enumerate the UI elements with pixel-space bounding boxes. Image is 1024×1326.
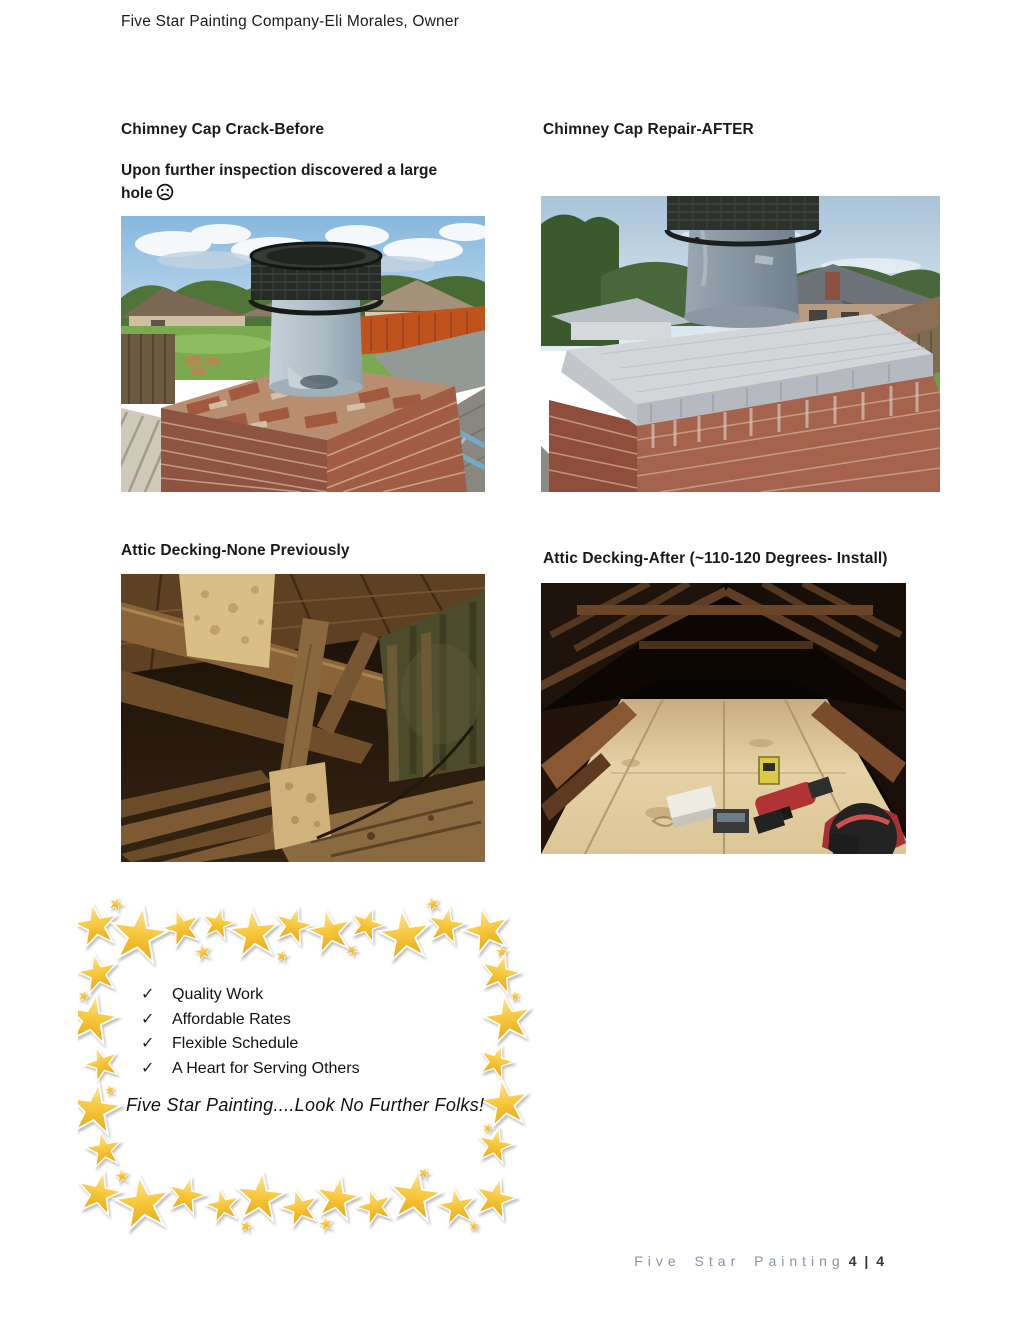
star-icon [238, 1218, 254, 1233]
star-icon [107, 902, 171, 964]
chimney-cap-crack-before-photo [121, 216, 485, 492]
star-icon [478, 1076, 531, 1127]
checkmark-icon: ✓ [141, 1033, 155, 1052]
checkmark-icon: ✓ [141, 984, 155, 1003]
page-footer [634, 1253, 886, 1269]
star-icon [83, 1128, 125, 1168]
star-icon [113, 1167, 130, 1184]
inspection-note-text: Upon further inspection discovered a large hole [121, 162, 438, 202]
star-icon [468, 1220, 479, 1231]
star-icon [474, 1124, 516, 1165]
checkmark-icon: ✓ [141, 1057, 155, 1077]
section-title-chimney-before: Chimney Cap Crack-Before [121, 121, 325, 138]
star-icon [423, 896, 442, 913]
star-icon [480, 991, 535, 1044]
list-item-label: Affordable Rates [172, 1010, 291, 1028]
checkmark-icon: ✓ [141, 1008, 155, 1028]
star-icon [459, 902, 514, 956]
star-icon [274, 948, 289, 963]
list-item [141, 1033, 360, 1058]
star-icon [203, 1185, 243, 1224]
star-icon [508, 989, 521, 1002]
star-icon [352, 1183, 397, 1227]
section-title-attic-after: Attic Decking-After (~110-120 Degrees- Install) [543, 550, 888, 567]
star-icon [387, 1167, 445, 1223]
chimney-cap-repair-after-photo [541, 196, 940, 492]
star-icon [164, 1172, 210, 1216]
highlights-list [141, 984, 360, 1082]
star-icon [199, 904, 237, 941]
attic-decking-before-photo [121, 574, 485, 862]
section-title-attic-before: Attic Decking-None Previously [121, 542, 350, 559]
list-item-label: Quality Work [172, 986, 264, 1003]
star-icon [80, 1041, 123, 1083]
footer-brand: Five Star Painting [634, 1253, 845, 1269]
star-icon [346, 903, 389, 945]
inspection-note [121, 159, 473, 205]
list-item [141, 984, 360, 1009]
star-icon [103, 1083, 117, 1096]
list-item-label: A Heart for Serving Others [172, 1059, 360, 1077]
star-icon [227, 906, 281, 958]
star-icon [78, 949, 121, 994]
star-icon [78, 1080, 124, 1136]
star-icon [376, 906, 434, 962]
star-icon [470, 1173, 520, 1222]
star-icon [107, 896, 126, 913]
tagline: Five Star Painting....Look No Further Folks! [126, 1095, 485, 1115]
star-icon [317, 1214, 335, 1232]
list-item [141, 1009, 360, 1034]
page-header-title: Five Star Painting Company-Eli Morales, Owner [121, 13, 460, 30]
star-icon [193, 941, 214, 961]
star-icon [233, 1170, 287, 1222]
section-title-chimney-after: Chimney Cap Repair-AFTER [543, 121, 754, 138]
star-icon [304, 905, 355, 955]
star-icon [312, 1173, 362, 1222]
star-icon [344, 941, 361, 958]
star-icon [158, 903, 205, 949]
frowning-face-icon [156, 183, 174, 201]
star-icon [276, 1184, 322, 1229]
attic-decking-after-photo [541, 583, 906, 854]
footer-page-number: 4 | 4 [848, 1253, 886, 1269]
list-item [141, 1058, 360, 1083]
list-item-label: Flexible Schedule [172, 1035, 299, 1052]
star-icon [475, 1040, 518, 1082]
star-icon [435, 1184, 479, 1226]
